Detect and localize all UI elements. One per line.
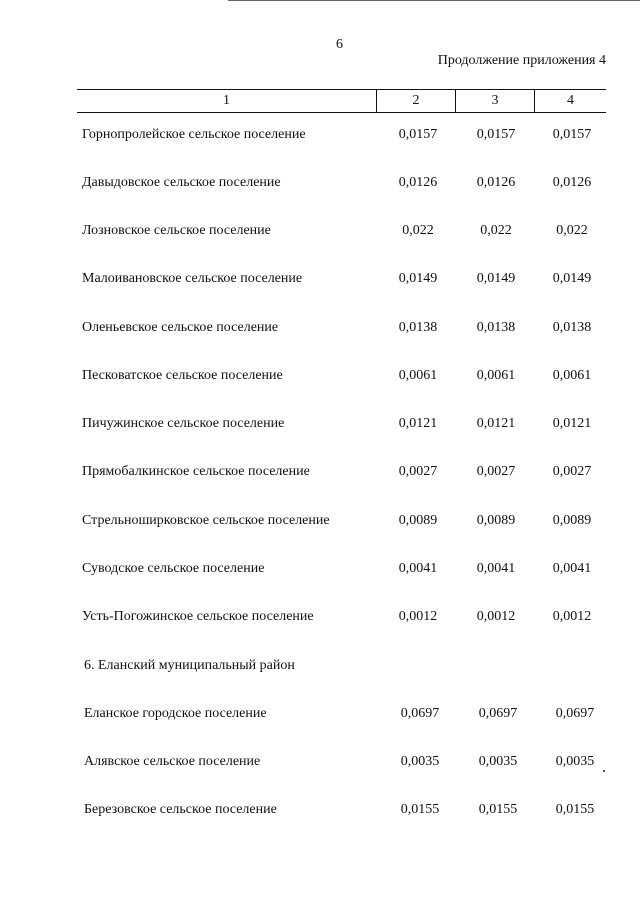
table-row <box>0 706 640 726</box>
table-row <box>0 464 640 484</box>
value-col-3: 0,0126 <box>476 175 516 190</box>
settlement-name: Суводское сельское поселение <box>82 561 265 576</box>
header-col-4: 4 <box>567 93 574 108</box>
settlement-name: Березовское сельское поселение <box>84 802 277 817</box>
value-col-4: 0,0157 <box>552 127 592 142</box>
settlement-name: Оленьевское сельское поселение <box>82 320 279 335</box>
value-col-3: 0,0157 <box>476 127 516 142</box>
section-heading-row <box>0 658 640 678</box>
value-col-4: 0,0061 <box>552 368 592 383</box>
settlement-name: Еланское городское поселение <box>84 706 267 721</box>
value-col-4: 0,0041 <box>552 561 592 576</box>
settlement-name: Лозновское сельское поселение <box>82 223 271 238</box>
value-col-3: 0,022 <box>480 223 512 238</box>
value-col-4: 0,0697 <box>555 706 595 721</box>
value-col-4: 0,0138 <box>552 320 592 335</box>
value-col-2: 0,0697 <box>400 706 440 721</box>
value-col-2: 0,0138 <box>398 320 438 335</box>
value-col-4: 0,0121 <box>552 416 592 431</box>
appendix-continuation-title: Продолжение приложения 4 <box>437 53 606 68</box>
value-col-3: 0,0155 <box>478 802 518 817</box>
value-col-3: 0,0138 <box>476 320 516 335</box>
value-col-3: 0,0061 <box>476 368 516 383</box>
table-row <box>0 223 640 243</box>
value-col-2: 0,0155 <box>400 802 440 817</box>
table-row <box>0 271 640 291</box>
value-col-4: 0,0155 <box>555 802 595 817</box>
value-col-2: 0,0157 <box>398 127 438 142</box>
table-row <box>0 754 640 774</box>
value-col-2: 0,0012 <box>398 609 438 624</box>
scan-speck <box>603 770 605 772</box>
value-col-3: 0,0089 <box>476 513 516 528</box>
value-col-3: 0,0035 <box>478 754 518 769</box>
table-row <box>0 175 640 195</box>
settlement-name: Прямобалкинское сельское поселение <box>82 464 310 479</box>
settlement-name: Пичужинское сельское поселение <box>82 416 285 431</box>
district-section-heading: 6. Еланский муниципальный район <box>84 658 295 673</box>
page-number: 6 <box>336 37 343 52</box>
value-col-4: 0,0089 <box>552 513 592 528</box>
value-col-2: 0,0149 <box>398 271 438 286</box>
value-col-4: 0,0126 <box>552 175 592 190</box>
value-col-2: 0,0121 <box>398 416 438 431</box>
value-col-2: 0,0089 <box>398 513 438 528</box>
settlement-name: Усть-Погожинское сельское поселение <box>82 609 314 624</box>
table-row <box>0 561 640 581</box>
settlement-name: Горнопролейское сельское поселение <box>82 127 306 142</box>
value-col-4: 0,0012 <box>552 609 592 624</box>
settlement-name: Малоивановское сельское поселение <box>82 271 303 286</box>
value-col-2: 0,0035 <box>400 754 440 769</box>
table-row <box>0 802 640 822</box>
value-col-3: 0,0027 <box>476 464 516 479</box>
value-col-3: 0,0149 <box>476 271 516 286</box>
value-col-2: 0,022 <box>402 223 434 238</box>
settlement-name: Алявское сельское поселение <box>84 754 261 769</box>
table-row <box>0 320 640 340</box>
table-row <box>0 609 640 629</box>
settlement-name: Стрельноширковское сельское поселение <box>82 513 330 528</box>
value-col-2: 0,0061 <box>398 368 438 383</box>
settlement-name: Песковатское сельское поселение <box>82 368 283 383</box>
value-col-3: 0,0697 <box>478 706 518 721</box>
header-col-3: 3 <box>456 90 535 112</box>
table-row <box>0 513 640 533</box>
value-col-3: 0,0012 <box>476 609 516 624</box>
header-col-2: 2 <box>377 90 456 112</box>
value-col-2: 0,0027 <box>398 464 438 479</box>
value-col-4: 0,0027 <box>552 464 592 479</box>
value-col-2: 0,0041 <box>398 561 438 576</box>
value-col-3: 0,0041 <box>476 561 516 576</box>
table-row <box>0 416 640 436</box>
header-col-1: 1 <box>77 90 377 112</box>
table-row <box>0 127 640 147</box>
table-row <box>0 368 640 388</box>
value-col-4: 0,022 <box>556 223 588 238</box>
value-col-3: 0,0121 <box>476 416 516 431</box>
settlement-name: Давыдовское сельское поселение <box>82 175 281 190</box>
value-col-4: 0,0035 <box>555 754 595 769</box>
value-col-4: 0,0149 <box>552 271 592 286</box>
value-col-2: 0,0126 <box>398 175 438 190</box>
